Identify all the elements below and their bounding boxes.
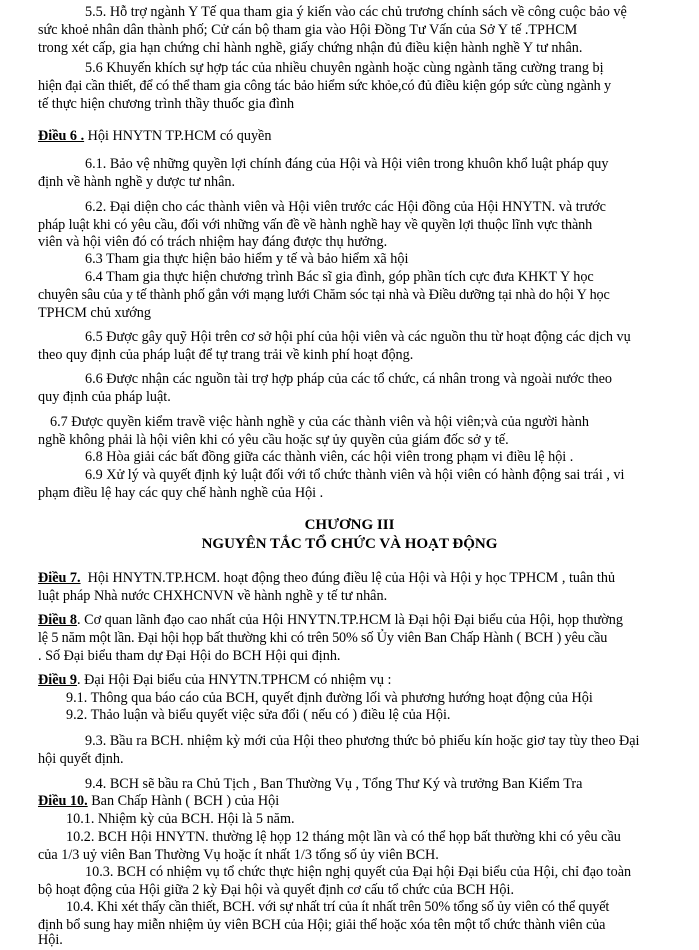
text-line: viên và hội viên đó có trách nhiệm hay đáng được thụ hưởng.: [38, 234, 388, 250]
text-line: nghề không phải là hội viên khi có yêu cầu hoặc sự ủy quyền của giám đốc sở y tế.: [38, 432, 509, 448]
article-label: Điều 10.: [38, 793, 88, 809]
article-title: . Đại Hội Đại biểu của HNYTN.TPHCM có nhiệm vụ :: [77, 672, 392, 688]
text-line: quy định của pháp luật.: [38, 389, 171, 405]
text-line: tế thực hiện chương trình thầy thuốc gia đình: [38, 96, 295, 112]
text-line: Cơ quan lãnh đạo cao nhất của Hội HNYTN.TP.HCM là Đại hội Đại biểu của Hội, họp thường: [84, 612, 623, 628]
article-label: Điều 6 .: [38, 128, 85, 144]
text-line: hiện đại cần thiết, để có thể tham gia công tác bảo hiểm sức khỏe,có đủ điều kiện góp sức cùng ngành y: [38, 78, 611, 94]
text-line: 5.6 Khuyến khích sự hợp tác của nhiều chuyên ngành hoặc cùng ngành tăng cường trang bị: [85, 60, 604, 76]
text-line: 6.2. Đại diện cho các thành viên và Hội viên trước các Hội đồng của Hội HNYTN. và trước: [85, 199, 606, 215]
text-line: theo quy định của pháp luật để tự trang trải về kinh phí hoạt động.: [38, 347, 414, 363]
text-line: 9.3. Bầu ra BCH. nhiệm kỳ mới của Hội theo phương thức bỏ phiếu kín hoặc giơ tay tùy theo Đại: [85, 733, 640, 749]
article-label: Điều 7.: [38, 570, 81, 586]
article-10-heading: [38, 793, 279, 811]
text-line: 9.2. Thảo luận và biểu quyết việc sửa đổi ( nếu có ) điều lệ của Hội.: [66, 707, 451, 723]
text-line: 6.9 Xử lý và quyết định kỷ luật đối với tổ chức thành viên và hội viên có hành động sai trái , vi: [85, 467, 625, 483]
article-9-heading: [38, 672, 391, 690]
text-line: phạm điều lệ hay các quy chế hành nghề của Hội .: [38, 485, 324, 501]
text-line: luật pháp Nhà nước CHXHCNVN về hành nghề y tế tư nhân.: [38, 588, 388, 604]
text-line: 5.5. Hỗ trợ ngành Y Tế qua tham gia ý kiến vào các chủ trương chính sách về công cuộc bảo vệ: [85, 4, 627, 20]
article-7-paragraph: [38, 570, 615, 588]
text-line: 10.1. Nhiệm kỳ của BCH. Hội là 5 năm.: [66, 811, 295, 827]
text-line: sức khoẻ nhân dân thành phố; Cử cán bộ tham gia vào Hội Đồng Tư Vấn của Sở Y tế .TPHCM: [38, 22, 578, 38]
text-line: 6.6 Được nhận các nguồn tài trợ hợp pháp của các tổ chức, cá nhân trong và ngoài nước theo: [85, 371, 612, 387]
text-line: định về hành nghề y dược tư nhân.: [38, 174, 236, 190]
article-label: Điều 9: [38, 672, 78, 688]
chapter-title: NGUYÊN TẮC TỔ CHỨC VÀ HOẠT ĐỘNG: [201, 536, 498, 552]
text-line: chuyên sâu của y tế thành phố gắn với mạng lưới Chăm sóc tại nhà và Điều dưỡng tại nhà do hội Y học: [38, 287, 610, 303]
text-line: trong xét cấp, gia hạn chứng chỉ hành nghề, giấy chứng nhận đủ điều kiện hành nghề Y tư nhân.: [38, 40, 583, 56]
text-line: Hội HNYTN.TP.HCM. hoạt động theo đúng điều lệ của Hội và Hội y học TPHCM , tuân thủ: [87, 570, 616, 586]
text-line: 9.1. Thông qua báo cáo của BCH, quyết định đường lối và phương hướng hoạt động của Hội: [66, 690, 593, 706]
article-8-paragraph: [38, 612, 623, 630]
article-title: Hội HNYTN TP.HCM có quyền: [84, 128, 272, 144]
text-line: 10.4. Khi xét thấy cần thiết, BCH. với sự nhất trí của ít nhất trên 50% tổng số ủy viên có thể quyết: [66, 899, 610, 915]
text-line: bộ hoạt động của Hội giữa 2 kỳ Đại hội và quyết định cơ cấu tổ chức của BCH Hội.: [38, 882, 514, 898]
text-line: 6.7 Được quyền kiểm travề việc hành nghề y của các thành viên và hội viên;và của người hành: [50, 414, 589, 430]
text-line: Hội.: [38, 932, 63, 948]
text-line: của 1/3 uỷ viên Ban Thường Vụ hoặc ít nhất 1/3 tổng số ủy viên BCH.: [38, 847, 439, 863]
text-line: 10.2. BCH Hội HNYTN. thường lệ họp 12 tháng một lần và có thể họp bất thường khi có yêu cầu: [66, 829, 621, 845]
article-6-heading: [38, 128, 271, 146]
text-line: 9.4. BCH sẽ bầu ra Chủ Tịch , Ban Thường Vụ , Tổng Thư Ký và trưởng Ban Kiểm Tra: [85, 776, 583, 792]
article-separator: .: [77, 612, 85, 628]
text-line: 6.8 Hòa giải các bất đồng giữa các thành viên, các hội viên trong phạm vi điều lệ hội .: [85, 449, 574, 465]
text-line: lệ 5 năm một lần. Đại hội họp bất thường khi có trên 50% số Ủy viên Ban Chấp Hành ( BCH ) yêu cầu: [38, 630, 608, 646]
text-line: TPHCM chủ xướng: [38, 305, 151, 321]
text-line: hội quyết định.: [38, 751, 124, 767]
article-title: Ban Chấp Hành ( BCH ) của Hội: [87, 793, 280, 809]
text-line: . Số Đại biểu tham dự Đại Hội do BCH Hội qui định.: [38, 648, 341, 664]
text-line: 6.4 Tham gia thực hiện chương trình Bác sĩ gia đình, góp phần tích cực đưa KHKT Y học: [85, 269, 594, 285]
text-line: 6.1. Bảo vệ những quyền lợi chính đáng của Hội và Hội viên trong khuôn khổ luật pháp quy: [85, 156, 609, 172]
chapter-number: CHƯƠNG III: [304, 517, 395, 533]
text-line: định bổ sung hay miễn nhiệm ủy viên BCH của Hội; giải thể hoặc xóa tên một tổ chức thành viên của: [38, 917, 606, 933]
text-line: 10.3. BCH có nhiệm vụ tổ chức thực hiện nghị quyết của Đại hội Đại biểu của Hội, chỉ đạo toàn: [85, 864, 632, 880]
text-line: pháp luật khi có yêu cầu, đối với những vấn đề về hành nghề hay về quyền lợi thuộc lĩnh vực thành: [38, 217, 593, 233]
text-line: 6.3 Tham gia thực hiện bảo hiểm y tế và bảo hiểm xã hội: [85, 251, 409, 267]
text-line: 6.5 Được gây quỹ Hội trên cơ sở hội phí của hội viên và các nguồn thu từ hoạt động các dịch vụ: [85, 329, 631, 345]
article-label: Điều 8: [38, 612, 78, 628]
